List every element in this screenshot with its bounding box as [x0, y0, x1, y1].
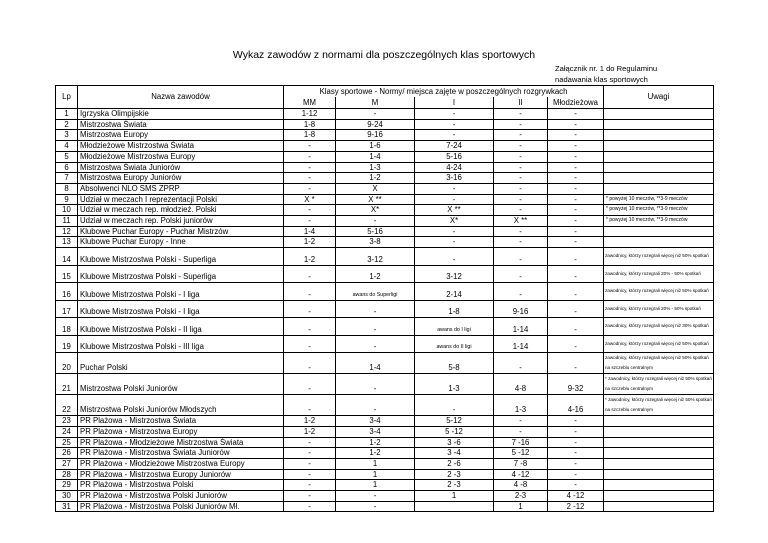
table-row — [56, 480, 714, 491]
class-mm: - — [284, 491, 336, 502]
table-row — [56, 183, 714, 194]
class-mm: - — [284, 162, 336, 173]
competition-name: Klubowe Mistrzostwa Polski - III liga — [78, 335, 284, 353]
class-i: 3 -4 — [415, 448, 494, 459]
class-mlodziezowa: - — [548, 119, 604, 130]
class-ii: - — [494, 109, 548, 120]
class-ii: - — [494, 205, 548, 216]
remarks: zawodnicy, którzy rozegrali więcej niż 50% spotkań — [604, 248, 714, 266]
class-mm: 1-8 — [284, 130, 336, 141]
header-mm: MM — [284, 97, 336, 109]
class-mlodziezowa: - — [548, 300, 604, 318]
class-mm: - — [284, 353, 336, 374]
class-mm: - — [284, 374, 336, 395]
class-mlodziezowa: - — [548, 173, 604, 184]
class-mlodziezowa: - — [548, 194, 604, 205]
class-mlodziezowa: 4 -12 — [548, 491, 604, 502]
table-row — [56, 416, 714, 427]
class-mm: 1-2 — [284, 248, 336, 266]
row-number: 17 — [56, 300, 78, 318]
remarks — [604, 426, 714, 437]
class-m: 1-2 — [336, 265, 415, 283]
class-m: - — [336, 318, 415, 336]
class-i: 1-8 — [415, 300, 494, 318]
class-ii: X ** — [494, 216, 548, 227]
class-m: X — [336, 183, 415, 194]
class-mm: - — [284, 173, 336, 184]
class-ii: 2-3 — [494, 491, 548, 502]
class-mlodziezowa: - — [548, 205, 604, 216]
competition-name: Absolwenci NLO SMS ZPRP — [78, 183, 284, 194]
class-m: 1-2 — [336, 448, 415, 459]
table-row — [56, 501, 714, 512]
class-i: - — [415, 183, 494, 194]
table-row — [56, 162, 714, 173]
class-mm: - — [284, 300, 336, 318]
class-i: 3-16 — [415, 173, 494, 184]
competition-name: Młodzieżowe Mistrzostwa Europy — [78, 151, 284, 162]
class-ii: 5 -12 — [494, 448, 548, 459]
class-mlodziezowa: - — [548, 448, 604, 459]
class-mlodziezowa: - — [548, 416, 604, 427]
remarks: zawodnicy, którzy rozegrali 20% - 50% spotkań — [604, 265, 714, 283]
class-mm: - — [284, 151, 336, 162]
class-mlodziezowa: - — [548, 237, 604, 248]
class-ii: 1-3 — [494, 395, 548, 416]
class-i: 3-12 — [415, 265, 494, 283]
class-m: - — [336, 300, 415, 318]
remarks — [604, 173, 714, 184]
class-mlodziezowa: - — [548, 151, 604, 162]
class-mm: - — [284, 501, 336, 512]
annex-note — [555, 63, 665, 85]
class-mlodziezowa: - — [548, 183, 604, 194]
class-m: 1-2 — [336, 173, 415, 184]
header-ii: II — [494, 97, 548, 109]
class-m: 1 — [336, 480, 415, 491]
class-mm: 1-2 — [284, 426, 336, 437]
class-i: X* — [415, 216, 494, 227]
header-m: M — [336, 97, 415, 109]
annex-line-1: Załącznik nr. 1 do Regulaminu — [555, 64, 658, 73]
remarks — [604, 491, 714, 502]
class-i: 2 -6 — [415, 458, 494, 469]
class-m: - — [336, 374, 415, 395]
row-number: 25 — [56, 437, 78, 448]
class-m: 9-24 — [336, 119, 415, 130]
class-mm: - — [284, 141, 336, 152]
class-ii: - — [494, 141, 548, 152]
header-i: I — [415, 97, 494, 109]
class-mm: 1-4 — [284, 226, 336, 237]
class-ii: - — [494, 237, 548, 248]
table-row — [56, 374, 714, 395]
class-mlodziezowa: 4-16 — [548, 395, 604, 416]
row-number: 8 — [56, 183, 78, 194]
class-i: - — [415, 248, 494, 266]
table-row — [56, 491, 714, 502]
competition-name: Klubowe Puchar Europy - Puchar Mistrzów — [78, 226, 284, 237]
remarks: zawodnicy, którzy rozegrali więcej niż 50% spotkań — [604, 283, 714, 301]
class-ii: 1-14 — [494, 318, 548, 336]
remarks — [604, 162, 714, 173]
remarks — [604, 469, 714, 480]
class-ii: - — [494, 283, 548, 301]
row-number: 9 — [56, 194, 78, 205]
class-i: - — [415, 194, 494, 205]
row-number: 4 — [56, 141, 78, 152]
class-mlodziezowa: - — [548, 109, 604, 120]
class-m: awans do Superligi — [336, 283, 415, 301]
competition-name: Udział w meczach rep. Polski juniorów — [78, 216, 284, 227]
row-number: 16 — [56, 283, 78, 301]
row-number: 22 — [56, 395, 78, 416]
class-ii: - — [494, 183, 548, 194]
competition-name: Klubowe Mistrzostwa Polski - II liga — [78, 318, 284, 336]
class-mlodziezowa: 9-32 — [548, 374, 604, 395]
class-ii: - — [494, 416, 548, 427]
table-row — [56, 109, 714, 120]
remarks — [604, 437, 714, 448]
class-mlodziezowa: - — [548, 248, 604, 266]
table-row — [56, 141, 714, 152]
class-mlodziezowa: - — [548, 216, 604, 227]
table-row — [56, 395, 714, 416]
remarks — [604, 130, 714, 141]
class-m: 3-12 — [336, 248, 415, 266]
class-ii: - — [494, 151, 548, 162]
remarks — [604, 119, 714, 130]
row-number: 1 — [56, 109, 78, 120]
class-m: - — [336, 216, 415, 227]
class-i: - — [415, 226, 494, 237]
remarks: * powyżej 10 meczów, **3-9 meczów — [604, 216, 714, 227]
remarks: * zawodnicy, którzy rozegrali więcej niż 50% spotkań na szczeblu centralnym — [604, 395, 714, 416]
row-number: 31 — [56, 501, 78, 512]
class-m: 3-8 — [336, 237, 415, 248]
competition-name: Puchar Polski — [78, 353, 284, 374]
table-row — [56, 265, 714, 283]
remarks — [604, 237, 714, 248]
class-mm: - — [284, 395, 336, 416]
competition-name: Klubowe Mistrzostwa Polski - Superliga — [78, 248, 284, 266]
header-mlodziezowa: Młodzieżowa — [548, 97, 604, 109]
row-number: 14 — [56, 248, 78, 266]
header-lp: Lp — [56, 86, 78, 109]
class-m: 1-4 — [336, 353, 415, 374]
competition-name: PR Plażowa - Młodzieżowe Mistrzostwa Świata — [78, 437, 284, 448]
competition-name: Udział w meczach I reprezentacji Polski — [78, 194, 284, 205]
class-i: 1-3 — [415, 374, 494, 395]
class-ii: - — [494, 130, 548, 141]
class-mlodziezowa: - — [548, 469, 604, 480]
table-row — [56, 194, 714, 205]
row-number: 24 — [56, 426, 78, 437]
class-mm: 1-2 — [284, 416, 336, 427]
class-m: 1-6 — [336, 141, 415, 152]
class-ii: 4 -8 — [494, 480, 548, 491]
table-row — [56, 318, 714, 336]
class-ii: 9-16 — [494, 300, 548, 318]
row-number: 3 — [56, 130, 78, 141]
class-mm: - — [284, 469, 336, 480]
remarks — [604, 151, 714, 162]
class-mlodziezowa: - — [548, 437, 604, 448]
competition-name: Mistrzostwa Polski Juniorów Młodszych — [78, 395, 284, 416]
remarks — [604, 480, 714, 491]
remarks: * powyżej 10 meczów, **3-9 meczów — [604, 194, 714, 205]
class-mm: - — [284, 318, 336, 336]
class-mlodziezowa: - — [548, 480, 604, 491]
remarks: * zawodnicy, którzy rozegrali więcej niż 50% spotkań na szczeblu centralnym — [604, 374, 714, 395]
class-mlodziezowa: - — [548, 335, 604, 353]
class-i: 2 -3 — [415, 469, 494, 480]
row-number: 26 — [56, 448, 78, 459]
remarks: zawodnicy, którzy rozegrali więcej niż 50% spotkań na szczeblu centralnym — [604, 353, 714, 374]
class-i: awans do I ligi — [415, 318, 494, 336]
table-row — [56, 151, 714, 162]
remarks — [604, 183, 714, 194]
class-m: 9-16 — [336, 130, 415, 141]
class-mm: - — [284, 265, 336, 283]
row-number: 23 — [56, 416, 78, 427]
class-i: 5 -12 — [415, 426, 494, 437]
class-i — [415, 501, 494, 512]
class-mlodziezowa: - — [548, 162, 604, 173]
row-number: 19 — [56, 335, 78, 353]
class-mm: - — [284, 480, 336, 491]
class-mm: - — [284, 283, 336, 301]
table-row — [56, 335, 714, 353]
class-m: 1 — [336, 458, 415, 469]
class-i: 1 — [415, 491, 494, 502]
class-m: 5-16 — [336, 226, 415, 237]
competition-name: Mistrzostwa Świata — [78, 119, 284, 130]
remarks: zawodnicy, którzy rozegrali 20% - 50% spotkań — [604, 300, 714, 318]
table-row — [56, 173, 714, 184]
row-number: 28 — [56, 469, 78, 480]
class-mlodziezowa: - — [548, 283, 604, 301]
remarks: zawodnicy, którzy rozegrali więcej niż 30% spotkań — [604, 318, 714, 336]
table-row — [56, 248, 714, 266]
class-i: 5-12 — [415, 416, 494, 427]
remarks — [604, 458, 714, 469]
class-ii: - — [494, 248, 548, 266]
remarks — [604, 448, 714, 459]
competition-name: PR Plażowa - Mistrzostwa Europy Juniorów — [78, 469, 284, 480]
remarks — [604, 501, 714, 512]
class-i: 2 -3 — [415, 480, 494, 491]
row-number: 21 — [56, 374, 78, 395]
class-ii: 4 -12 — [494, 469, 548, 480]
class-i: 5-8 — [415, 353, 494, 374]
header-name: Nazwa zawodów — [78, 86, 284, 109]
row-number: 29 — [56, 480, 78, 491]
row-number: 7 — [56, 173, 78, 184]
competition-name: Mistrzostwa Europy — [78, 130, 284, 141]
class-m: - — [336, 335, 415, 353]
class-ii: - — [494, 226, 548, 237]
class-i: awans do II ligi — [415, 335, 494, 353]
table-row — [56, 226, 714, 237]
class-ii: 1-14 — [494, 335, 548, 353]
annex-line-2: nadawania klas sportowych — [555, 75, 648, 84]
table-row — [56, 458, 714, 469]
class-ii: 1 — [494, 501, 548, 512]
competition-name: Udział w meczach rep. młodzież. Polski — [78, 205, 284, 216]
class-i: 5-16 — [415, 151, 494, 162]
competition-name: PR Plażowa - Młodzieżowe Mistrzostwa Europy — [78, 458, 284, 469]
class-i: - — [415, 109, 494, 120]
table-row — [56, 469, 714, 480]
class-mlodziezowa: - — [548, 426, 604, 437]
competition-name: PR Plażowa - Mistrzostwa Świata Juniorów — [78, 448, 284, 459]
header-group: Klasy sportowe - Normy/ miejsca zajęte w poszczególnych rozgrywkach — [284, 86, 604, 98]
remarks — [604, 226, 714, 237]
class-m: 1-4 — [336, 151, 415, 162]
class-ii: 7 -16 — [494, 437, 548, 448]
class-mm: - — [284, 205, 336, 216]
row-number: 11 — [56, 216, 78, 227]
row-number: 2 — [56, 119, 78, 130]
competition-name: PR Plażowa - Mistrzostwa Świata — [78, 416, 284, 427]
table-row — [56, 300, 714, 318]
class-mm: - — [284, 216, 336, 227]
row-number: 13 — [56, 237, 78, 248]
class-i: - — [415, 395, 494, 416]
class-i: 7-24 — [415, 141, 494, 152]
class-m: - — [336, 109, 415, 120]
competition-name: PR Plażowa - Mistrzostwa Polski — [78, 480, 284, 491]
class-mm: 1-8 — [284, 119, 336, 130]
class-ii: - — [494, 119, 548, 130]
class-mlodziezowa: - — [548, 226, 604, 237]
class-i: 3 -6 — [415, 437, 494, 448]
class-ii: - — [494, 162, 548, 173]
competition-name: Mistrzostwa Polski Juniorów — [78, 374, 284, 395]
competition-name: Klubowe Mistrzostwa Polski - I liga — [78, 283, 284, 301]
class-ii: - — [494, 426, 548, 437]
class-i: - — [415, 119, 494, 130]
remarks: zawodnicy, którzy rozegrali więcej niż 50% spotkań — [604, 335, 714, 353]
class-i: 4-24 — [415, 162, 494, 173]
class-mm: 1-12 — [284, 109, 336, 120]
table-row — [56, 130, 714, 141]
class-i: - — [415, 237, 494, 248]
table-row — [56, 437, 714, 448]
competition-name: Igrzyska Olimpijskie — [78, 109, 284, 120]
competition-name: PR Plażowa - Mistrzostwa Polski Juniorów Mł. — [78, 501, 284, 512]
remarks: * powyżej 10 meczów, **3-9 meczów — [604, 205, 714, 216]
header-uwagi: Uwagi — [604, 86, 714, 109]
row-number: 12 — [56, 226, 78, 237]
remarks — [604, 141, 714, 152]
class-mlodziezowa: - — [548, 353, 604, 374]
class-mm: - — [284, 448, 336, 459]
table-row — [56, 353, 714, 374]
class-mm: 1-2 — [284, 237, 336, 248]
competition-name: Mistrzostwa Świata Juniorów — [78, 162, 284, 173]
competition-name: Klubowe Mistrzostwa Polski - Superliga — [78, 265, 284, 283]
class-m: X ** — [336, 194, 415, 205]
remarks — [604, 109, 714, 120]
class-ii: 7 -8 — [494, 458, 548, 469]
class-m: 3-4 — [336, 426, 415, 437]
competition-name: Mistrzostwa Europy Juniorów — [78, 173, 284, 184]
table-row — [56, 448, 714, 459]
class-ii: - — [494, 194, 548, 205]
table-row — [56, 283, 714, 301]
class-mm: - — [284, 335, 336, 353]
class-mlodziezowa: - — [548, 265, 604, 283]
class-mlodziezowa: - — [548, 141, 604, 152]
class-mm: - — [284, 183, 336, 194]
competition-name: PR Plażowa - Mistrzostwa Europy — [78, 426, 284, 437]
row-number: 15 — [56, 265, 78, 283]
row-number: 30 — [56, 491, 78, 502]
competition-name: Klubowe Puchar Europy - Inne — [78, 237, 284, 248]
class-mm: - — [284, 458, 336, 469]
competition-name: Młodzieżowe Mistrzostwa Świata — [78, 141, 284, 152]
class-i: X ** — [415, 205, 494, 216]
table-row — [56, 119, 714, 130]
sports-classes-table — [55, 85, 714, 512]
class-m: 1 — [336, 469, 415, 480]
class-ii: - — [494, 173, 548, 184]
class-i: 2-14 — [415, 283, 494, 301]
class-mlodziezowa: - — [548, 458, 604, 469]
table-row — [56, 426, 714, 437]
class-i: - — [415, 130, 494, 141]
class-m: - — [336, 501, 415, 512]
table-row — [56, 205, 714, 216]
table-row — [56, 237, 714, 248]
row-number: 20 — [56, 353, 78, 374]
class-mlodziezowa: - — [548, 318, 604, 336]
table-row — [56, 216, 714, 227]
document-title: Wykaz zawodów z normami dla poszczególnych klas sportowych — [232, 49, 536, 61]
class-m: 1-3 — [336, 162, 415, 173]
row-number: 18 — [56, 318, 78, 336]
class-mlodziezowa: - — [548, 130, 604, 141]
row-number: 5 — [56, 151, 78, 162]
class-mm: - — [284, 437, 336, 448]
header-row-1 — [56, 86, 714, 98]
class-m: - — [336, 395, 415, 416]
class-ii: 4-8 — [494, 374, 548, 395]
row-number: 6 — [56, 162, 78, 173]
class-m: 3-4 — [336, 416, 415, 427]
class-ii: - — [494, 353, 548, 374]
class-m: - — [336, 491, 415, 502]
class-m: 1-2 — [336, 437, 415, 448]
competition-name: Klubowe Mistrzostwa Polski - I liga — [78, 300, 284, 318]
class-mlodziezowa: 2 -12 — [548, 501, 604, 512]
class-ii: - — [494, 265, 548, 283]
row-number: 10 — [56, 205, 78, 216]
remarks — [604, 416, 714, 427]
row-number: 27 — [56, 458, 78, 469]
competition-name: PR Plażowa - Mistrzostwa Polski Juniorów — [78, 491, 284, 502]
class-m: X* — [336, 205, 415, 216]
class-mm: X * — [284, 194, 336, 205]
